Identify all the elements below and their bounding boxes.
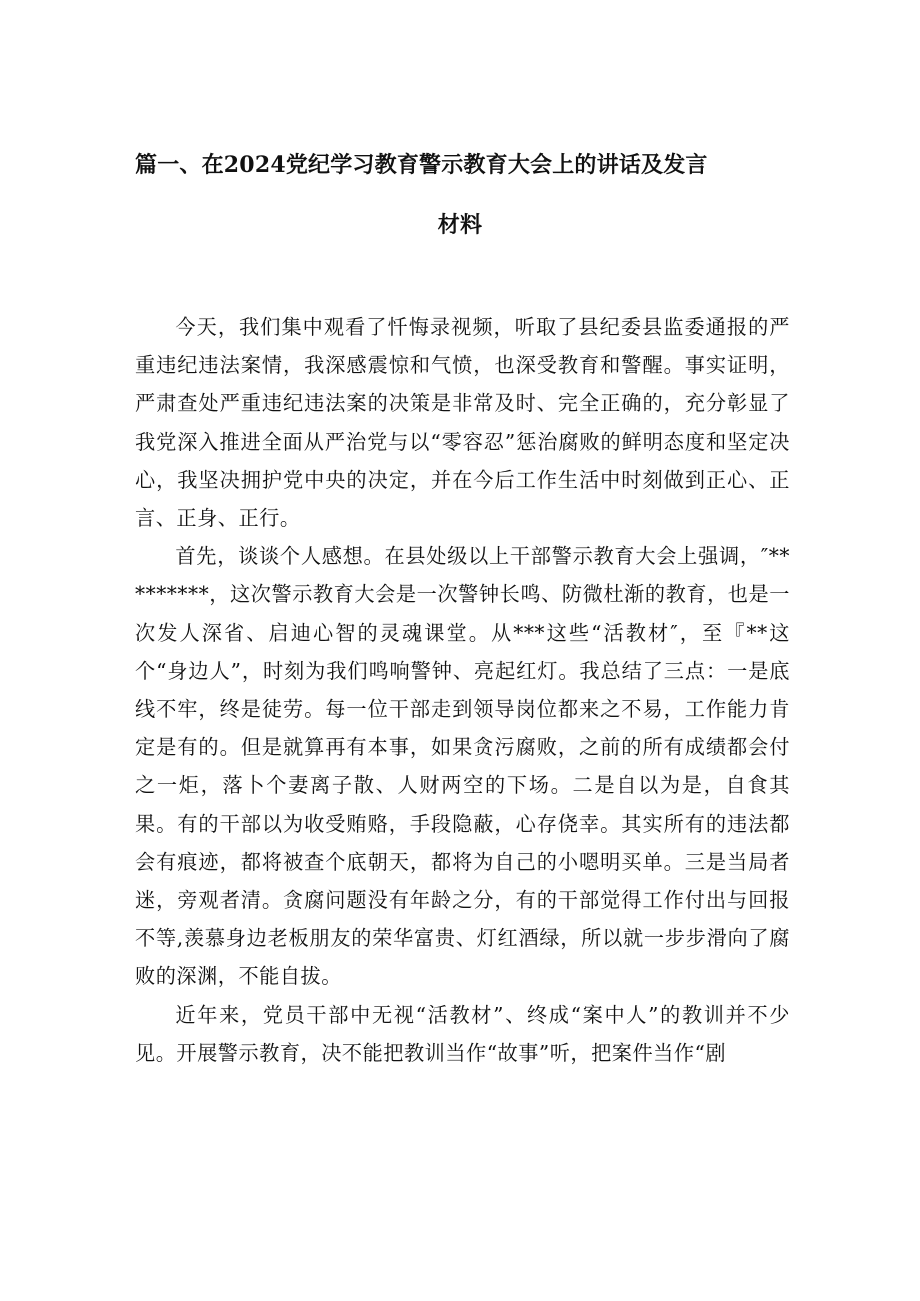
document-body [135, 308, 790, 1072]
document-title-line-1: 篇一、在2024党纪学习教育警示教育大会上的讲话及发言 [135, 152, 708, 178]
paragraph-1: 今天，我们集中观看了忏悔录视频，听取了县纪委县监委通报的严重违纪违法案情，我深感震惊和气愤，也深受教育和警醒。事实证明，严肃查处严重违纪违法案的决策是非常及时、完全正确的，充分彰显了我党深入推进全面从严治党与以“零容忍”惩治腐败的鲜明态度和坚定决心，我坚决拥护党中央的决定，并在今后工作生活中时刻做到正心、正言、正身、正行。 [135, 315, 790, 531]
paragraph-2: 首先，谈谈个人感想。在县处级以上干部警示教育大会上强调，″*********，这次警示教育大会是一次警钟长鸣、防微杜渐的教育，也是一次发人深省、启迪心智的灵魂课堂。从***这些“活教材″，至『**这个“身边人”，时刻为我们鸣响警钟、亮起红灯。我总结了三点：一是底线不牢，终是徒劳。每一位干部走到领导岗位都来之不易，工作能力肯定是有的。但是就算再有本事，如果贪污腐败，之前的所有成绩都会付之一炬，落卜个妻离子散、人财两空的下场。二是自以为是，自食其果。有的干部以为收受贿赂，手段隐蔽，心存侥幸。其实所有的违法都会有痕迹，都将被查个底朝天，都将为自己的小嗯明买单。三是当局者迷，旁观者清。贪腐问题没有年龄之分，有的干部觉得工作付出与回报不等,羡慕身边老板朋友的荣华富贵、灯红酒绿，所以就一步步滑向了腐败的深渊，不能自拔。 [135, 544, 790, 989]
paragraph-3: 近年来，党员干部中无视“活教材”、终成“案中人”的教训并不少见。开展警示教育，决不能把教训当作“故事”听，把案件当作“剧 [135, 1002, 790, 1065]
document-title-line-2: 材料 [437, 212, 483, 238]
